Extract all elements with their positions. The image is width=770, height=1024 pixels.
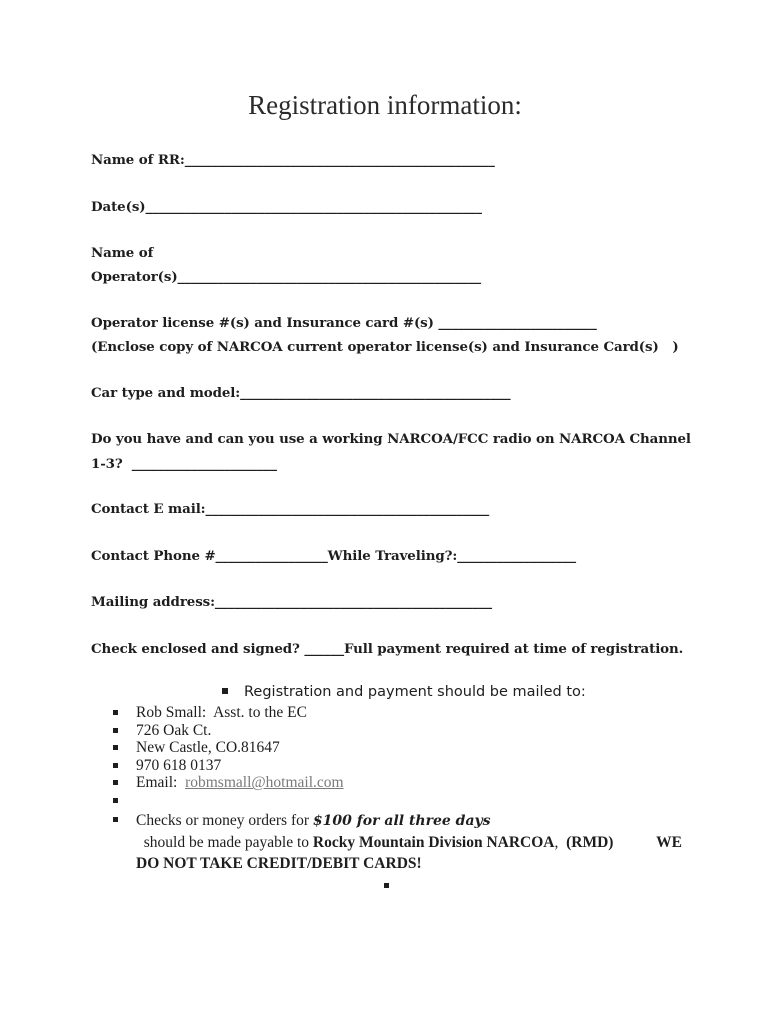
list-item [113,704,344,722]
contact-phone: 970 618 0137 [136,756,222,774]
payment-amount: $100 for all three days [312,813,491,829]
contact-list [113,704,344,810]
list-item [113,739,344,757]
operators-field[interactable]: Operator(s)______________________________________________ [91,269,481,285]
bullet-icon [113,798,118,803]
car-type-field[interactable]: Car type and model:_________________________________________ [91,385,511,401]
license-note: (Enclose copy of NARCOA current operator license(s) and Insurance Card(s) ) [91,339,679,355]
list-item [113,774,344,792]
list-item [113,722,344,740]
radio-answer-field[interactable]: 1-3? ______________________ [91,456,277,472]
payment-part3: , [554,834,567,851]
page-title: Registration information: [248,90,522,120]
payment-part1: Checks or money orders for [136,812,313,829]
payment-text [136,810,696,874]
payment-part2: should be made payable to [136,834,313,851]
payee-name: Rocky Mountain Division NARCOA [312,834,555,851]
list-item [113,792,344,810]
bullet-icon [113,710,118,715]
mail-heading [222,684,586,700]
email-link[interactable]: robmsmall@hotmail.com [185,774,344,792]
contact-street: 726 Oak Ct. [136,721,212,739]
license-field[interactable]: Operator license #(s) and Insurance card #(s) ________________________ [91,315,597,331]
contact-name: Rob Small: Asst. to the EC [136,704,307,721]
bullet-icon [384,883,389,888]
radio-question: Do you have and can you use a working NARCOA/FCC radio on NARCOA Channel [91,431,691,447]
name-of-rr-field[interactable]: Name of RR:_______________________________________________ [91,152,495,168]
mailing-address-field[interactable]: Mailing address:__________________________________________ [91,594,492,610]
bullet-icon [113,780,118,785]
email-label: Email: [136,774,186,792]
bullet-icon [113,763,118,768]
dates-field[interactable]: Date(s)___________________________________________________ [91,199,482,215]
check-enclosed-field[interactable]: Check enclosed and signed? ______Full payment required at time of registration. [91,641,684,657]
bullet-icon [113,728,118,733]
contact-email-field[interactable]: Contact E mail:___________________________________________ [91,501,490,517]
bullet-icon [113,745,118,750]
bullet-icon [113,817,118,822]
list-item [113,757,344,775]
name-of-label: Name of [91,245,154,261]
contact-phone-field[interactable]: Contact Phone #_________________While Traveling?:__________________ [91,548,576,564]
bullet-icon [222,688,228,694]
mail-heading-text: Registration and payment should be mailed to: [244,684,586,700]
contact-city: New Castle, CO.81647 [136,739,280,757]
no-cards-notice: WE DO NOT TAKE CREDIT/DEBIT CARDS! [136,834,682,872]
payee-abbr: (RMD) [566,834,614,851]
payment-gap [613,834,656,851]
